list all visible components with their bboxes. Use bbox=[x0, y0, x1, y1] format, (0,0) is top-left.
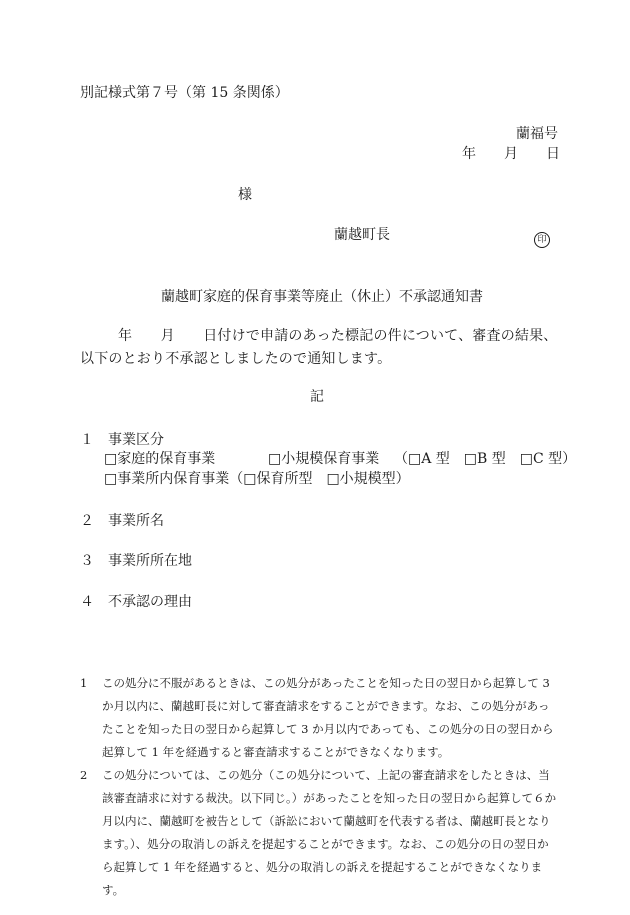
item-label: 事業所所在地 bbox=[108, 553, 192, 569]
form-label: 別記様式第７号（第 15 条関係） bbox=[80, 85, 289, 101]
date-line: 年 月 日 bbox=[462, 146, 560, 162]
document-title: 蘭越町家庭的保育事業等廃止（休止）不承認通知書 bbox=[161, 289, 483, 305]
category-small-scale-checkbox[interactable]: □小規模保育事業 bbox=[268, 451, 380, 467]
item-label: 事業所名 bbox=[108, 513, 164, 529]
seal-icon: 印 bbox=[534, 232, 550, 248]
note-text: この処分については、この処分（この処分について、上記の審査請求をしたときは、当該審査請求に対する裁決。以下同じ。）があったことを知った日の翌日から起算して６か月以内に、蘭越町を被告として（訴訟において蘭越町を代表する者は、蘭越町長となります。）、処分の取消しの訴えを提起することができます。なお、この処分の日の翌日から起算して 1 年を経過すると、処分の取消しの訴えを提起することができなくなります。 bbox=[102, 768, 557, 897]
issuer-name: 蘭越町長 bbox=[334, 227, 390, 243]
seal-mark bbox=[534, 227, 550, 248]
body-paragraph: 年 月 日付けで申請のあった標記の件について、審査の結果、以下のとおり不承認としましたので通知します。 bbox=[80, 328, 558, 367]
item-number: １ bbox=[80, 432, 94, 448]
notes-section bbox=[80, 672, 560, 902]
item-number: ２ bbox=[80, 513, 94, 529]
item-1 bbox=[80, 431, 164, 449]
item-2 bbox=[80, 512, 164, 530]
item-4 bbox=[80, 593, 192, 611]
item-number: ４ bbox=[80, 594, 94, 610]
item-number: ３ bbox=[80, 553, 94, 569]
category-type-checkboxes[interactable]: （□A 型 □B 型 □C 型） bbox=[394, 451, 577, 467]
note-number: 2 bbox=[80, 768, 88, 782]
category-family-checkbox[interactable]: □家庭的保育事業 bbox=[104, 451, 216, 467]
item-3 bbox=[80, 552, 192, 570]
note-2 bbox=[80, 764, 560, 902]
item-label: 事業区分 bbox=[108, 432, 164, 448]
note-1 bbox=[80, 672, 560, 764]
item-label: 不承認の理由 bbox=[108, 594, 192, 610]
recipient-suffix: 様 bbox=[238, 187, 252, 203]
doc-number: 蘭福号 bbox=[516, 126, 558, 142]
ki-heading: 記 bbox=[310, 389, 324, 405]
category-workplace-checkbox[interactable]: □事業所内保育事業（□保育所型 □小規模型） bbox=[104, 471, 410, 487]
note-number: 1 bbox=[80, 676, 88, 690]
note-text: この処分に不服があるときは、この処分があったことを知った日の翌日から起算して 3 か月以内に、蘭越町長に対して審査請求をすることができます。なお、この処分があったことを知った日の翌日から起算して 3 か月以内であっても、この処分の日の翌日から起算して 1 年を経過すると審査請求することができなくなります。 bbox=[102, 676, 554, 759]
